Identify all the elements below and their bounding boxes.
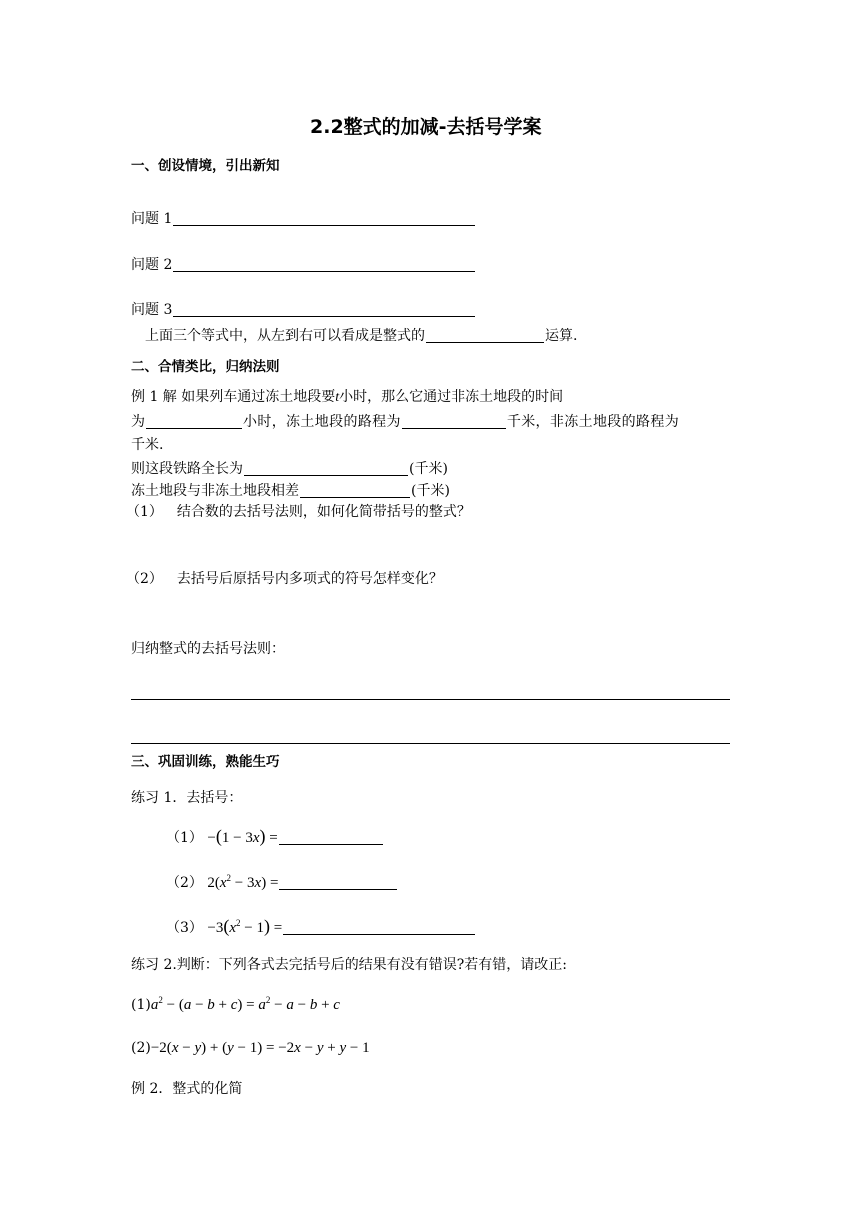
judge-expression-2: −2(x − y) + (y − 1) = −2x − y + y − 1 bbox=[150, 1040, 370, 1056]
item-number: （2） bbox=[166, 875, 203, 891]
judge-1 bbox=[131, 996, 340, 1013]
practice-1-item-2 bbox=[166, 874, 398, 891]
summary-end: 运算. bbox=[545, 328, 578, 344]
practice-2-label: 练习 2.判断：下列各式去完括号后的结果有没有错误?若有错，请改正: bbox=[131, 957, 568, 973]
item-number: (1) bbox=[131, 997, 151, 1013]
practice-1-item-3 bbox=[166, 917, 476, 936]
total-length-line bbox=[131, 461, 448, 476]
expression-3: $-3(x^2 - 1)$ = bbox=[207, 916, 283, 936]
answer-blank[interactable] bbox=[279, 830, 383, 845]
example-1-text: 例 1 解 如果列车通过冻土地段要 bbox=[131, 389, 336, 405]
answer-blank[interactable] bbox=[146, 414, 242, 429]
section-1-heading: 一、创设情境，引出新知 bbox=[131, 158, 280, 174]
expression-1: −(1 − 3x) = bbox=[207, 826, 278, 846]
question-2-label: 问题 2 bbox=[131, 257, 173, 273]
example-1-line-3: 千米. bbox=[131, 437, 164, 453]
time-variable: t bbox=[335, 390, 340, 405]
question-1 bbox=[131, 211, 476, 226]
unit-label: (千米) bbox=[411, 483, 450, 499]
answer-blank[interactable] bbox=[402, 414, 506, 429]
question-3-label: 问题 3 bbox=[131, 302, 173, 318]
example-1-text: 为 bbox=[131, 414, 145, 430]
item-number: (2) bbox=[131, 1040, 151, 1056]
judge-2 bbox=[131, 1041, 370, 1056]
question-1-label: 问题 1 bbox=[131, 211, 173, 227]
judge-expression-1: $a^2 - (a - b + c) = a^2 - a - b + c$ bbox=[150, 995, 340, 1013]
difference-line bbox=[131, 483, 450, 498]
rule-answer-line[interactable] bbox=[131, 743, 730, 744]
answer-blank[interactable] bbox=[426, 328, 544, 343]
unit-label: (千米) bbox=[409, 461, 448, 477]
rule-answer-line[interactable] bbox=[131, 699, 730, 700]
example-1-line-2 bbox=[131, 414, 679, 429]
answer-blank[interactable] bbox=[244, 461, 408, 476]
item-2-text: 去括号后原括号内多项式的符号怎样变化？ bbox=[176, 571, 443, 587]
item-1-number: （1） bbox=[126, 504, 163, 520]
example-1-line-1 bbox=[131, 390, 563, 405]
answer-blank[interactable] bbox=[279, 875, 397, 890]
example-2-label: 例 2．整式的化简 bbox=[131, 1081, 243, 1097]
answer-blank[interactable] bbox=[300, 483, 410, 498]
summary-line bbox=[145, 328, 577, 343]
item-1-text: 结合数的去括号法则，如何化简带括号的整式？ bbox=[176, 504, 471, 520]
item-1 bbox=[126, 505, 471, 519]
question-3 bbox=[131, 302, 476, 317]
item-number: （1） bbox=[166, 830, 203, 846]
answer-blank[interactable] bbox=[173, 302, 475, 317]
summary-text: 上面三个等式中，从左到右可以看成是整式的 bbox=[145, 328, 425, 344]
total-length-text: 则这段铁路全长为 bbox=[131, 461, 243, 477]
section-3-heading: 三、巩固训练，熟能生巧 bbox=[131, 754, 280, 770]
expression-2: $2(x^2 - 3x)$ = bbox=[207, 873, 279, 891]
rule-label: 归纳整式的去括号法则： bbox=[131, 641, 285, 657]
practice-1-label: 练习 1．去括号： bbox=[131, 790, 243, 806]
example-1-text: 小时，那么它通过非冻土地段的时间 bbox=[339, 389, 564, 405]
answer-blank[interactable] bbox=[283, 920, 475, 935]
item-2-number: （2） bbox=[126, 571, 163, 587]
section-2-heading: 二、合情类比，归纳法则 bbox=[131, 359, 280, 375]
item-number: （3） bbox=[166, 920, 203, 936]
example-1-text: 千米，非冻土地段的路程为 bbox=[506, 414, 680, 430]
question-2 bbox=[131, 257, 476, 272]
example-1-text: 小时，冻土地段的路程为 bbox=[243, 414, 401, 430]
answer-blank[interactable] bbox=[173, 211, 475, 226]
difference-text: 冻土地段与非冻土地段相差 bbox=[131, 483, 299, 499]
answer-blank[interactable] bbox=[173, 257, 475, 272]
item-2 bbox=[126, 572, 443, 586]
page-title: 2.2整式的加减-去括号学案 bbox=[310, 116, 542, 138]
practice-1-item-1 bbox=[166, 827, 384, 846]
